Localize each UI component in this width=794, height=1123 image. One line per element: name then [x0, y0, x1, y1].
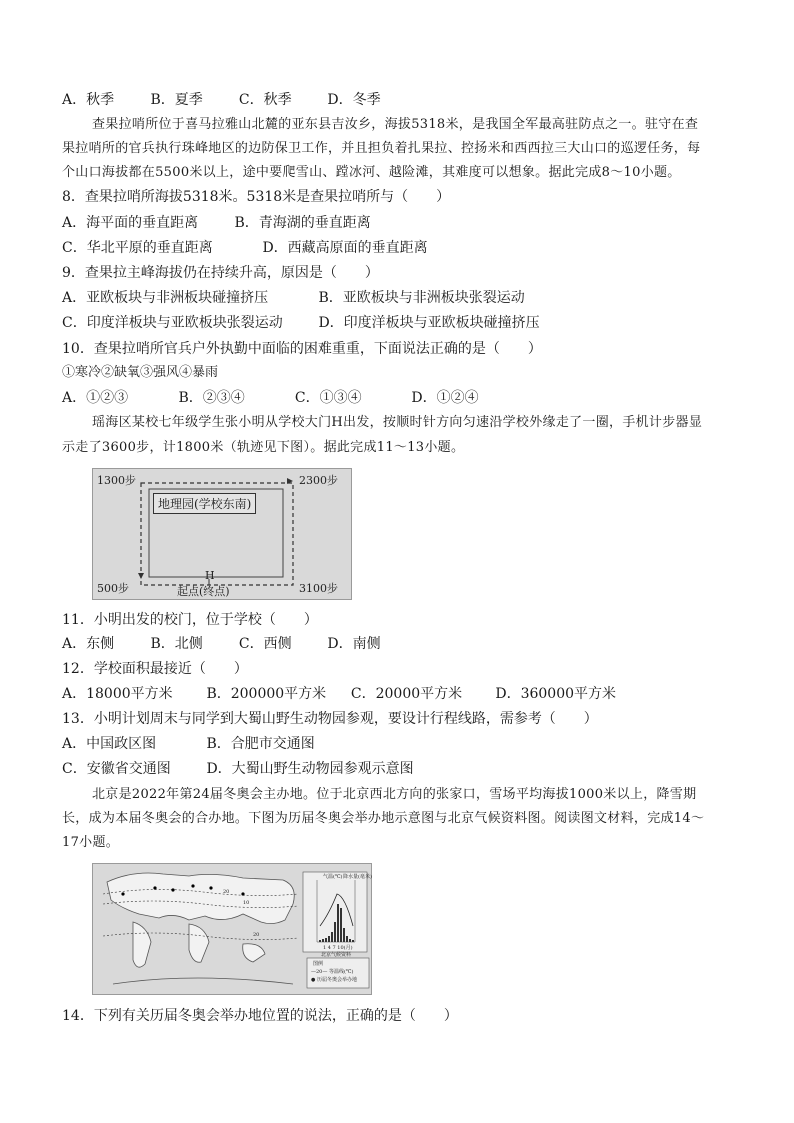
- geography-garden-box: 地理园(学校东南): [153, 493, 256, 514]
- q11-stem: 11．小明出发的校门，位于学校（ ）: [62, 612, 318, 628]
- passage1-line: 个山口海拔都在5500米以上，途中要爬雪山、蹚冰河、越险滩，其难度可以想象。据此完成8～10小题。: [62, 165, 681, 180]
- q9-options-row1: [62, 288, 525, 308]
- isotherm-label: 20: [253, 932, 260, 938]
- q13-option-b: B．合肥市交通图: [206, 736, 315, 752]
- q8-stem: 8．查果拉哨所海拔5318米。5318米是查果拉哨所与（ ）: [62, 189, 451, 205]
- q7-options: [62, 90, 381, 110]
- precipitation-axis-label: 降水量(毫米): [343, 874, 372, 880]
- corner-label-bottom-left: 500步: [97, 582, 129, 595]
- q10-items: ①寒冷②缺氧③强风④暴雨: [62, 365, 219, 380]
- q9-option-a: A．亚欧板块与非洲板块碰撞挤压: [62, 290, 269, 306]
- passage1-line: 查果拉哨所位于喜马拉雅山北麓的亚东县吉汝乡，海拔5318米，是我国全军最高驻防点之一。驻守在查: [92, 117, 699, 132]
- corner-label-top-right: 2300步: [299, 474, 338, 487]
- q10-option-b: B．②③④: [178, 390, 245, 406]
- corner-label-top-left: 1300步: [97, 474, 136, 487]
- passage3-line: 长，成为本届冬奥会的合办地。下图为历届冬奥会举办地示意图与北京气候资料图。阅读图文材料，完成14～: [62, 811, 705, 826]
- q7-option-c: C．秋季: [238, 92, 292, 108]
- q9-option-c: C．印度洋板块与亚欧板块张裂运动: [62, 315, 283, 331]
- q8-option-c: C．华北平原的垂直距离: [62, 240, 213, 256]
- q12-stem: 12．学校面积最接近（ ）: [62, 661, 248, 677]
- q11-options: [62, 634, 381, 654]
- legend-title: 图例: [313, 961, 324, 967]
- q9-stem: 9．查果拉主峰海拔仍在持续升高，原因是（ ）: [62, 265, 379, 281]
- passage3-line: 17小题。: [62, 835, 120, 850]
- q11-option-b: B．北侧: [150, 636, 203, 652]
- q9-options-row2: [62, 313, 540, 333]
- corner-label-bottom-right: 3100步: [299, 582, 338, 595]
- q7-option-a: A．秋季: [62, 92, 115, 108]
- q12-option-a: A．18000平方米: [62, 686, 173, 702]
- passage3-line: 北京是2022年第24届冬奥会主办地。位于北京西北方向的张家口，雪场平均海拔1000米以上，降雪期: [92, 787, 697, 802]
- q11-option-a: A．东侧: [62, 636, 115, 652]
- q11-option-d: D．南侧: [327, 636, 381, 652]
- q13-options-row2: [62, 759, 414, 779]
- q10-options: [62, 388, 479, 408]
- passage1-line: 果拉哨所的官兵执行珠峰地区的边防保卫工作，并且担负着扎果拉、控扬米和西西拉三大山口的巡逻任务，每: [62, 141, 701, 156]
- legend-isotherm: —20— 等温线(℃): [311, 969, 354, 975]
- q8-options-row1: [62, 213, 371, 233]
- olympics-map-figure: [92, 863, 372, 995]
- climate-chart-title: 北京气候资料: [321, 952, 352, 958]
- q10-option-d: D．①②④: [411, 390, 479, 406]
- q9-option-d: D．印度洋板块与亚欧板块碰撞挤压: [318, 315, 540, 331]
- q8-option-b: B．青海湖的垂直距离: [234, 215, 371, 231]
- q13-stem: 13．小明计划周末与同学到大蜀山野生动物园参观，要设计行程线路，需参考（ ）: [62, 711, 598, 727]
- q13-option-c: C．安徽省交通图: [62, 761, 171, 777]
- passage2-line: 示走了3600步，计1800米（轨迹见下图）。据此完成11～13小题。: [62, 440, 465, 455]
- temperature-axis-label: 气温(℃): [323, 874, 343, 880]
- q12-option-d: D．360000平方米: [495, 686, 617, 702]
- route-figure: [92, 468, 352, 600]
- q12-option-b: B．200000平方米: [206, 686, 327, 702]
- q13-option-a: A．中国政区图: [62, 736, 157, 752]
- q13-options-row1: [62, 734, 315, 754]
- legend-host-city: ● 历届冬奥会举办地: [311, 977, 357, 983]
- q13-option-d: D．大蜀山野生动物园参观示意图: [206, 761, 414, 777]
- month-axis-label: 1 4 7 10(月): [323, 945, 353, 951]
- q8-option-a: A．海平面的垂直距离: [62, 215, 199, 231]
- q14-stem: 14．下列有关历届冬奥会举办地位置的说法，正确的是（ ）: [62, 1008, 458, 1024]
- isotherm-label: 10: [243, 900, 250, 906]
- q10-stem: 10．查果拉哨所官兵户外执勤中面临的困难重重，下面说法正确的是（ ）: [62, 341, 542, 357]
- passage2-line: 瑶海区某校七年级学生张小明从学校大门H出发，按顺时针方向匀速沿学校外缘走了一圈，手机计步器显: [92, 415, 703, 430]
- q8-options-row2: [62, 238, 428, 258]
- q12-options: [62, 684, 616, 704]
- q7-option-d: D．冬季: [327, 92, 381, 108]
- q12-option-c: C．20000平方米: [350, 686, 463, 702]
- q10-option-c: C．①③④: [294, 390, 362, 406]
- arrow-icon: [138, 573, 144, 579]
- q7-option-b: B．夏季: [150, 92, 203, 108]
- q11-option-c: C．西侧: [238, 636, 292, 652]
- q10-option-a: A．①②③: [62, 390, 129, 406]
- q8-option-d: D．西藏高原面的垂直距离: [262, 240, 428, 256]
- start-end-label: 起点(终点): [177, 585, 230, 598]
- isotherm-label: 20: [223, 889, 230, 895]
- q9-option-b: B．亚欧板块与非洲板块张裂运动: [318, 290, 525, 306]
- gate-label: H: [205, 569, 215, 582]
